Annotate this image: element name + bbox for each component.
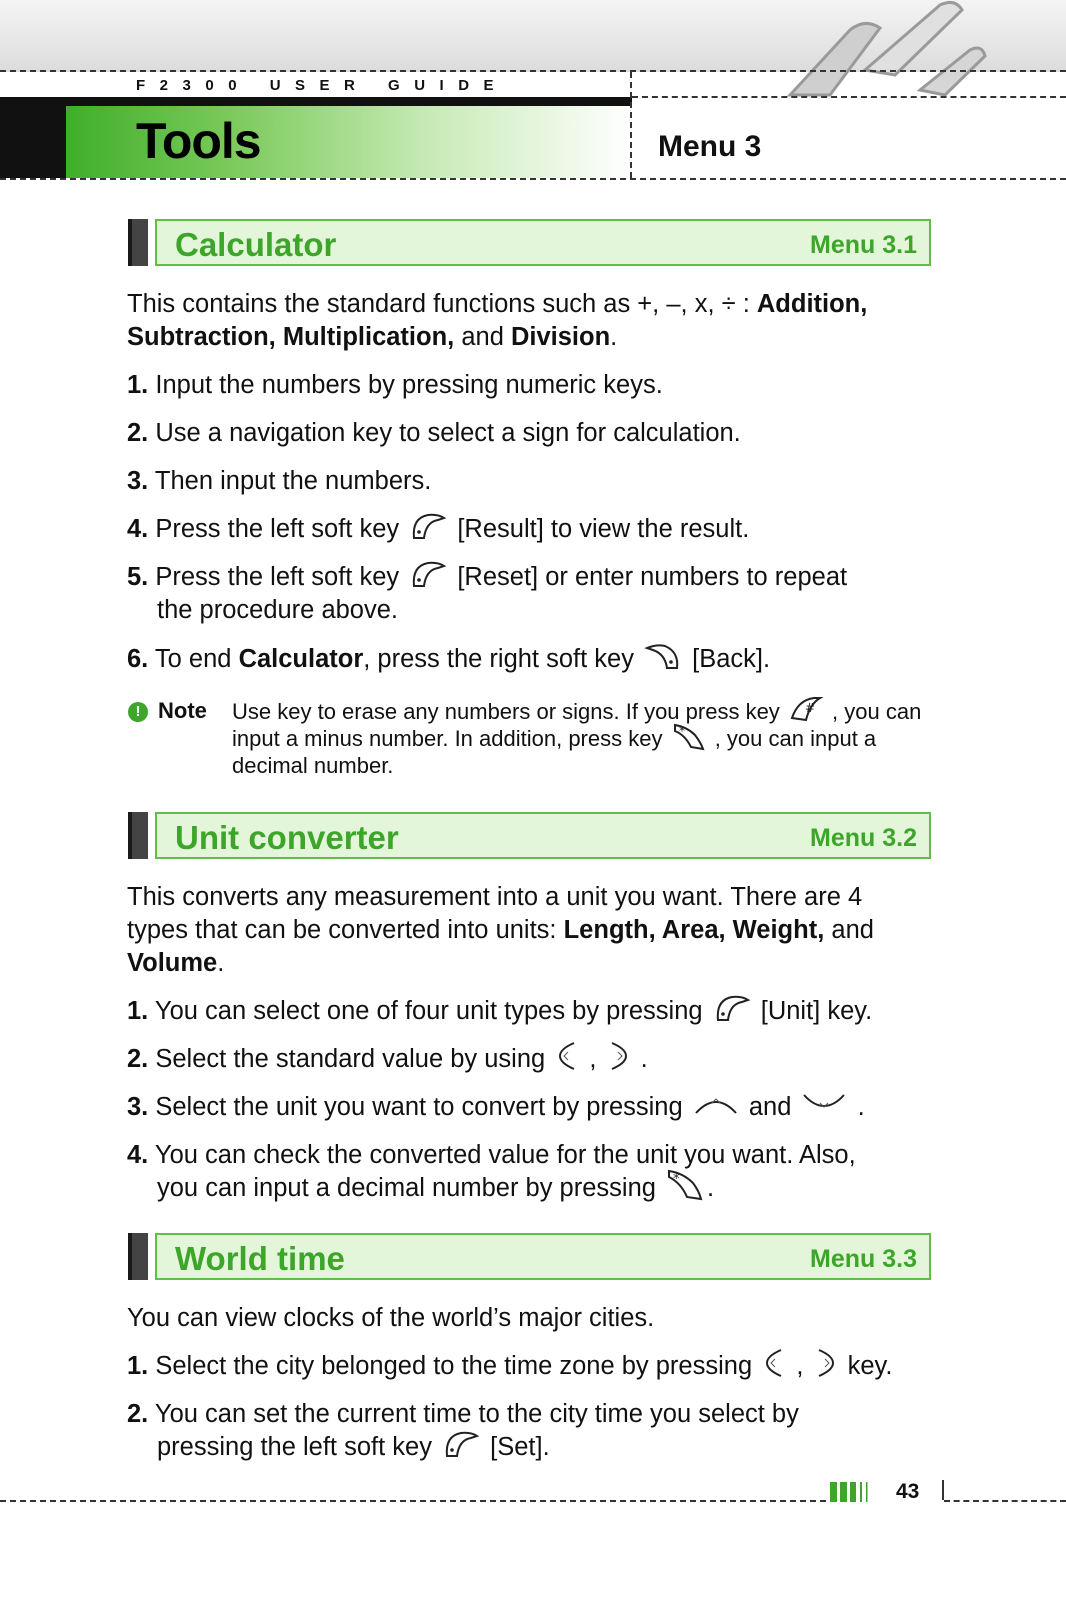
- footer-dash-line-right: [944, 1500, 1066, 1502]
- nav-left-key-icon: [761, 1346, 787, 1380]
- calculator-step-4: 4. Press the left soft key [Result] to view the result.: [127, 513, 937, 546]
- world-time-step-2: 2. You can set the current time to the city time you select by pressing the left soft key [Set].: [127, 1400, 799, 1461]
- section-menu-number: Menu 3.1: [810, 231, 917, 259]
- calculator-step-6: 6. To end Calculator, press the right soft key [Back].: [127, 643, 937, 676]
- calculator-step-1: 1. Input the numbers by pressing numeric keys.: [127, 371, 663, 399]
- nav-right-key-icon: [606, 1039, 632, 1073]
- right-soft-key-icon: [643, 640, 683, 672]
- section-marker: [128, 812, 148, 859]
- nav-up-key-icon: [692, 1091, 740, 1117]
- header-dash-line-mid: [632, 96, 1066, 98]
- world-time-intro: You can view clocks of the world’s major cities.: [127, 1304, 655, 1332]
- left-soft-key-icon: [408, 510, 448, 542]
- section-title: Calculator: [175, 226, 337, 263]
- nav-right-key-icon: [813, 1346, 839, 1380]
- footer-bars-icon: [830, 1480, 870, 1502]
- page-number: 43: [896, 1480, 920, 1503]
- svg-text:#: #: [804, 701, 815, 716]
- hash-key-icon: [788, 694, 824, 724]
- section-header-world-time: [155, 1233, 931, 1280]
- header-dash-line-top: [0, 70, 1066, 72]
- guide-label: F2300 USER GUIDE: [136, 77, 509, 94]
- nav-left-key-icon: [554, 1039, 580, 1073]
- section-marker: [128, 219, 148, 266]
- phone-illustration: [770, 0, 1066, 105]
- section-header-unit-converter: [155, 812, 931, 859]
- section-header-calculator: [155, 219, 931, 266]
- calculator-intro: This contains the standard functions such as +, –, x, ÷ : Addition, Subtraction, Multiplication, and Division.: [127, 290, 868, 351]
- note-text: Use key to erase any numbers or signs. If you press key # , you can input a minus number. In addition, press key * , you can input a decimal number.: [232, 698, 932, 779]
- unit-converter-step-1: 1. You can select one of four unit types by pressing [Unit] key.: [127, 995, 937, 1028]
- calculator-step-2: 2. Use a navigation key to select a sign for calculation.: [127, 419, 741, 447]
- header-black-block: [0, 106, 66, 178]
- star-key-icon: [671, 721, 707, 751]
- page-title: Tools: [136, 113, 261, 169]
- unit-converter-step-2: 2. Select the standard value by using , .: [127, 1043, 937, 1076]
- note-icon: !: [128, 702, 148, 722]
- left-soft-key-icon: [408, 558, 448, 590]
- calculator-step-5: 5. Press the left soft key [Reset] or enter numbers to repeat the procedure above.: [127, 561, 937, 627]
- star-key-icon: [665, 1167, 705, 1203]
- svg-text:*: *: [678, 724, 685, 739]
- section-title: Unit converter: [175, 819, 399, 856]
- world-time-step-1: 1. Select the city belonged to the time zone by pressing , key.: [127, 1350, 937, 1383]
- footer-dash-line-left: [0, 1500, 826, 1502]
- header-black-bar: [0, 97, 632, 106]
- left-soft-key-icon: [441, 1428, 481, 1460]
- section-marker: [128, 1233, 148, 1280]
- section-title: World time: [175, 1240, 345, 1277]
- calculator-step-3: 3. Then input the numbers.: [127, 467, 432, 495]
- left-soft-key-icon: [712, 992, 752, 1024]
- menu-label: Menu 3: [658, 130, 762, 163]
- footer-corner-mark: [942, 1480, 944, 1500]
- section-menu-number: Menu 3.3: [810, 1245, 917, 1273]
- unit-converter-step-3: 3. Select the unit you want to convert by pressing and .: [127, 1093, 865, 1121]
- unit-converter-intro: This converts any measurement into a unit you want. There are 4 types that can be converted into units: Length, Area, Weight, and Volume.: [127, 883, 874, 977]
- header-dash-divider: [630, 72, 632, 178]
- header-dash-line-bottom: [0, 178, 1066, 180]
- note-label: Note: [158, 698, 207, 723]
- unit-converter-step-4: 4. You can check the converted value for the unit you want. Also, you can input a decimal number by pressing * .: [127, 1141, 856, 1202]
- nav-down-key-icon: [800, 1091, 848, 1117]
- section-menu-number: Menu 3.2: [810, 824, 917, 852]
- svg-text:*: *: [673, 1172, 680, 1188]
